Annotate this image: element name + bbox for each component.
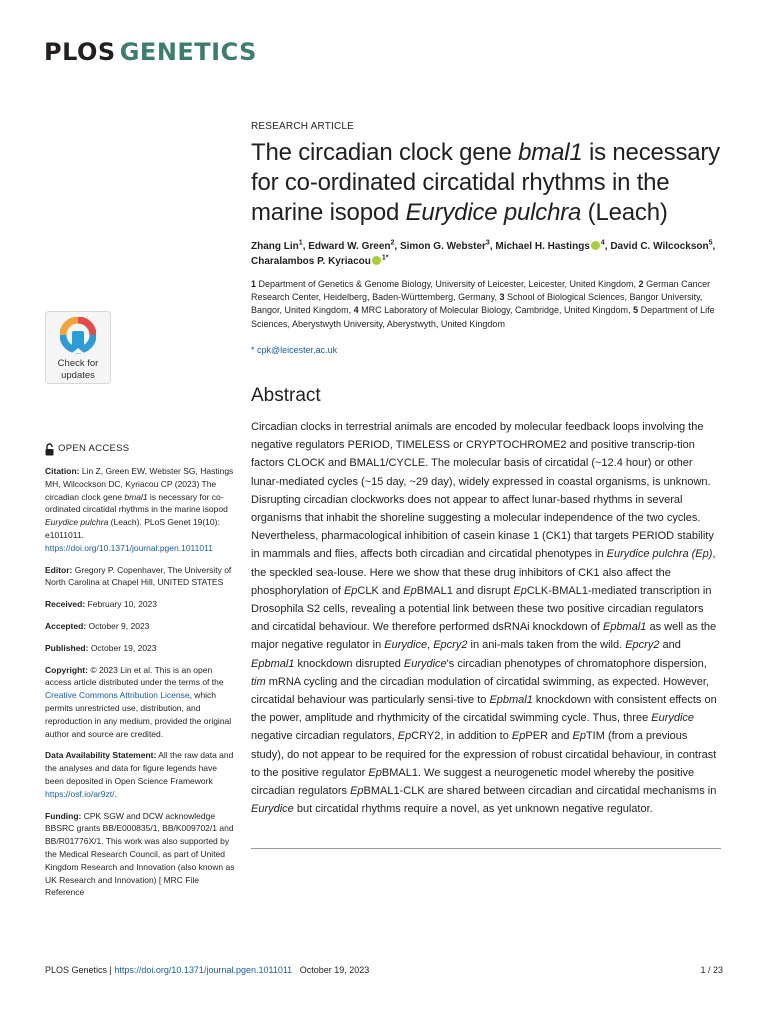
footer-journal: PLOS Genetics | — [45, 965, 115, 975]
funding-label: Funding: — [45, 810, 82, 821]
abstract-italic-term: Ep — [511, 730, 526, 743]
footer-doi-link[interactable]: https://doi.org/10.1371/journal.pgen.1011011 — [114, 965, 293, 975]
title-gene: bmal1 — [518, 139, 583, 166]
abstract-text-run: Circadian clocks in terrestrial animals are encoded by molecular feedback loops involving the negative regulators PERIOD, TIMELESS or CRYPTOCHROME2 and positive transcrip-tion factors CLOCK and BMAL1/CYCLE. The molecular basis of circatidal (~12.4 hour) or other lunar-mediated cycles (~15 day, ~29 day), widely expressed in coastal organisms, is unknown. Disrupting circadian clockworks does not appear to affect lunar-based rhythms in several organisms that inhabit the shoreline suggesting a molecular independence of the two cycles. Nevertheless, pharmacological inhibition of casein kinase 1 (CK1) that targets PERIOD stability in mammals and flies, affects both circadian and circatidal phenotypes in — [251, 421, 714, 561]
affiliation-text: Department of Genetics & Genome Biology, University of Leicester, Leicester, United Kingdom, — [258, 279, 639, 289]
author: Edward W. Green$^2$, — [308, 239, 400, 252]
abstract-italic-term: Ep — [397, 730, 412, 743]
abstract-text-run: , the speckled sea-louse. Here we show that these drug inhibitors of CK1 also affect the phosphorylation of — [251, 548, 716, 597]
abstract-text-run: but circatidal rhythms require a novel, as yet unknown negative regulator. — [293, 803, 653, 816]
abstract-heading: Abstract — [251, 385, 321, 406]
affiliation-text: German Cancer Research Center, Heidelberg, Baden-Württemberg, Germany, — [251, 279, 711, 303]
abstract-italic-term: Epbmal1 — [489, 694, 533, 707]
affiliation-number: 1 — [251, 279, 259, 289]
affiliation-list — [251, 278, 721, 331]
abstract-italic-term: Ep — [513, 584, 527, 597]
abstract-text-run: CRY2, in addition to — [411, 730, 512, 743]
footer-citation — [45, 965, 369, 975]
data-availability-label: Data Availability Statement: — [45, 750, 157, 761]
affiliation-text: School of Biological Sciences, Bangor University, Bangor, United Kingdom, — [251, 292, 703, 316]
author: David C. Wilcockson$^5$, — [610, 239, 716, 252]
copyright-label: Copyright: — [45, 664, 88, 675]
abstract-text-run: CLK and — [357, 584, 404, 597]
journal-name-genetics: GENETICS — [119, 38, 257, 66]
article-type: RESEARCH ARTICLE — [251, 121, 355, 132]
check-for-updates-icon — [60, 317, 96, 357]
abstract-italic-term: Ep — [403, 584, 417, 597]
editor-block — [45, 564, 235, 590]
open-access-label: OPEN ACCESS — [58, 443, 130, 455]
abstract-italic-term: Eurydice — [251, 803, 294, 816]
author-affiliation-ref: 5 — [708, 239, 713, 247]
author — [251, 256, 389, 267]
orcid-icon[interactable] — [372, 256, 381, 265]
author-name: David C. Wilcockson — [610, 241, 709, 252]
copyright-text-1: © 2023 Lin et al. This is an open access article distributed under the terms of the — [45, 664, 224, 688]
published-date: October 19, 2023 — [88, 642, 157, 653]
abstract-text-run: knockdown with consistent effects on the power, amplitude and rhythmicity of the circatidal swimming cycle. Thus, three — [251, 694, 717, 725]
author-affiliation-ref: 2 — [390, 239, 395, 247]
page-number: 1 / 23 — [700, 965, 723, 975]
citation-block — [45, 465, 235, 555]
title-part-2: is necessary for co-ordinated circatidal rhythms in the marine isopod — [251, 139, 720, 226]
open-access-badge — [45, 443, 235, 456]
citation-label: Citation: — [45, 466, 80, 476]
open-lock-icon — [45, 443, 54, 456]
abstract-text-run: BMAL1. We suggest a neurogenetic model whereby the positive circadian regulators — [251, 766, 695, 798]
abstract-text-run: mRNA cycling and the circadian modulation of circatidal swimming, as expected. However, circatidal behaviour was particularly sensi-tive to — [251, 675, 709, 707]
affiliation-number: 2 — [638, 279, 647, 289]
funding-block — [45, 810, 235, 900]
citation-text-2: is necessary for co-ordinated circatidal rhythms in the marine isopod — [45, 491, 228, 515]
funding-text: CPK SGW and DCW acknowledge BBSRC grants BB/E000835/1, BB/K009702/1 and BB/R01776X/1. This work was also supported by the Medical Research Council, as part of United Kingdom Research and Innovation (also known as UK Research and Innovation) [ MRC File Reference — [45, 810, 235, 898]
abstract-text-run: as well as the major negative regulator in — [251, 621, 717, 652]
received-date: February 10, 2023 — [85, 599, 157, 610]
abstract-text-run: , — [427, 639, 434, 652]
author-affiliation-ref: 1* — [381, 254, 389, 262]
abstract-text-run: PER and — [525, 730, 573, 743]
abstract-text-run: TIM (from a previous study), do not appear to be required for the expression of robust circatidal behaviour, in contrast to the positive regulator — [251, 730, 717, 779]
author-name: Zhang Lin — [251, 241, 299, 252]
affiliation-number: 3 — [499, 292, 507, 303]
published-block — [45, 642, 235, 655]
abstract-text-run: knockdown disrupted — [294, 657, 404, 670]
abstract-italic-term: Ep — [572, 730, 586, 743]
citation-doi-link[interactable]: https://doi.org/10.1371/journal.pgen.1011011 — [45, 542, 213, 553]
citation-species: Eurydice pulchra — [45, 517, 109, 528]
section-divider — [251, 848, 721, 849]
footer-date: October 19, 2023 — [292, 965, 370, 975]
corresponding-email-link[interactable]: * cpk@leicester.ac.uk — [251, 345, 338, 355]
published-label: Published: — [45, 642, 89, 653]
abstract-italic-term: Eurydice — [384, 639, 428, 652]
abstract-text-run: in ani-mals taken from the wild. — [467, 639, 626, 652]
author-affiliation-ref: 1 — [298, 239, 303, 247]
title-species: Eurydice pulchra — [405, 199, 582, 226]
accepted-label: Accepted: — [45, 620, 87, 631]
abstract-text-run: and — [659, 639, 681, 652]
abstract-text-run: CLK-BMAL1-mediated transcription in Drosophila S2 cells, revealing a potential link between these two positive circadian regulators and circatidal behaviour. We therefore performed dsRNAi knockdown of — [251, 584, 712, 634]
journal-logo — [44, 38, 257, 66]
author-name: Edward W. Green — [308, 241, 391, 252]
abstract-text-run: BMAL1-CLK are shared between circadian and circatidal mechanisms in — [363, 785, 717, 798]
citation-text-3: (Leach). PLoS Genet 19(10): e1011011. — [45, 517, 220, 540]
data-availability-end: . — [114, 788, 117, 799]
data-availability-block — [45, 749, 235, 800]
abstract-italic-term: Epcry2 — [433, 639, 468, 652]
author-name: Charalambos P. Kyriacou — [251, 256, 371, 267]
affiliation-number: 5 — [633, 305, 641, 316]
abstract-italic-term: Eurydice — [651, 712, 695, 725]
check-for-updates-line1: Check for — [57, 358, 99, 369]
author: Michael H. Hastings $^4$, — [495, 239, 611, 252]
copyright-text-2: , which permits unrestricted use, distribution, and reproduction in any medium, provided the original author and source are credited. — [45, 690, 232, 739]
abstract-italic-term: Epbmal1 — [602, 621, 647, 634]
article-title — [251, 138, 731, 228]
abstract-italic-term: Ep — [343, 584, 358, 597]
author: Zhang Lin$^1$, — [251, 239, 309, 252]
received-block — [45, 598, 235, 611]
affiliation-text: MRC Laboratory of Molecular Biology, Cambridge, United Kingdom, — [361, 305, 634, 316]
check-for-updates-badge[interactable] — [45, 311, 111, 384]
author-name: Michael H. Hastings — [495, 241, 590, 252]
data-availability-text: All the raw data and the analyses and data for figure legends have been deposited in Open Science Framework — [45, 750, 234, 786]
journal-name-plos: PLOS — [44, 38, 116, 66]
article-info-sidebar — [45, 443, 235, 908]
osf-link[interactable]: https://osf.io/ar9zt/ — [45, 788, 115, 799]
author: Simon G. Webster$^3$, — [399, 239, 496, 252]
received-label: Received: — [45, 599, 86, 610]
abstract-italic-term: Eurydice — [403, 657, 447, 670]
copyright-block — [45, 664, 235, 741]
editor-text: Gregory P. Copenhaver, The University of North Carolina at Chapel Hill, UNITED STATES — [45, 564, 232, 588]
abstract-italic-term: Ep — [350, 785, 364, 798]
page-footer — [45, 965, 723, 975]
citation-gene: bmal1 — [124, 491, 148, 502]
author-list — [251, 239, 721, 269]
author-name: Simon G. Webster — [399, 241, 486, 252]
abstract-text-run: BMAL1 and disrupt — [416, 584, 514, 597]
title-part-1: The circadian clock gene — [251, 139, 519, 166]
abstract-italic-term: tim — [251, 675, 266, 688]
abstract-body — [251, 418, 721, 818]
abstract-italic-term: Epcry2 — [625, 639, 660, 652]
title-part-3: (Leach) — [581, 199, 668, 226]
accepted-date: October 9, 2023 — [86, 620, 150, 631]
affiliation-number: 4 — [353, 305, 362, 316]
check-for-updates-line2: updates — [61, 370, 95, 381]
author-affiliation-ref: 3 — [485, 239, 490, 247]
orcid-icon[interactable] — [591, 241, 600, 250]
cc-license-link[interactable]: Creative Commons Attribution License — [45, 690, 190, 701]
abstract-text-run: 's circadian phenotypes of chromatophore dispersion, — [446, 657, 707, 670]
accepted-block — [45, 620, 235, 633]
abstract-text-run: negative circadian regulators, — [251, 730, 398, 743]
abstract-italic-term: Ep — [368, 766, 382, 779]
editor-label: Editor: — [45, 564, 73, 575]
abstract-italic-term: Eurydice pulchra (Ep) — [606, 548, 713, 561]
author-affiliation-ref: 4 — [600, 239, 605, 247]
affiliation-text: Department of Life Sciences, Aberystwyth University, Aberystwyth, United Kingdom — [251, 305, 715, 329]
citation-text-1: Lin Z, Green EW, Webster SG, Hastings MH, Wilcockson DC, Kyriacou CP (2023) The circadian clock gene — [45, 466, 234, 502]
abstract-italic-term: Epbmal1 — [251, 657, 295, 670]
